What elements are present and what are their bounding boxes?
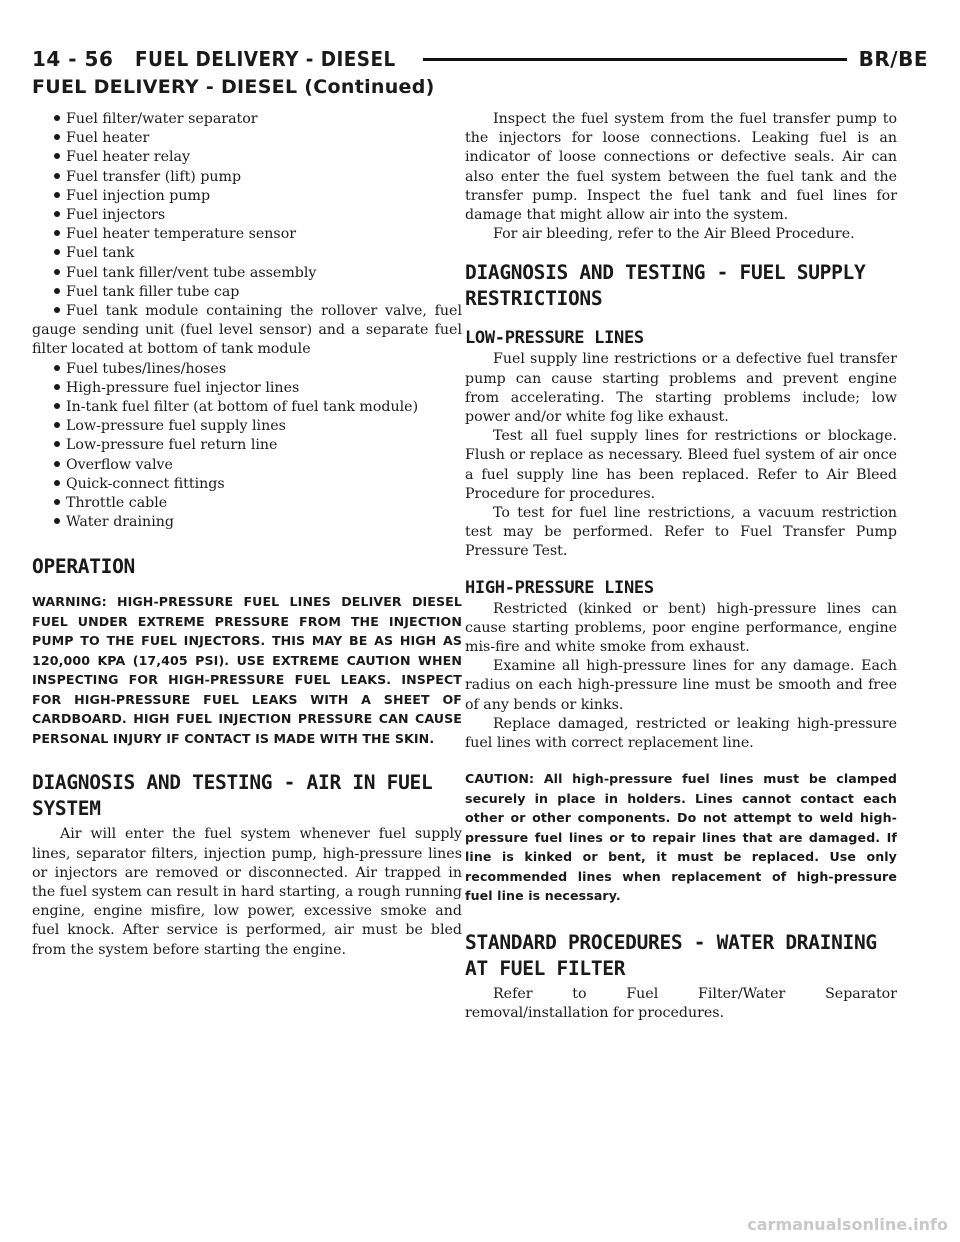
bullet-icon [54, 230, 60, 236]
bullet-icon [54, 173, 60, 179]
bullet-icon [54, 115, 60, 121]
air-in-fuel-para: For air bleeding, refer to the Air Bleed Procedure. [493, 226, 855, 243]
list-item: Quick-connect fittings [32, 475, 462, 494]
water-draining-heading: STANDARD PROCEDURES - WATER DRAINING AT FUEL FILTER [465, 930, 877, 980]
list-item: Fuel tank module containing the rollover valve, fuel gauge sending unit (fuel level sensor) and a separate fuel filter located at bottom of tank module [32, 303, 462, 358]
page-header [32, 44, 928, 74]
list-item: Fuel tank filler/vent tube assembly [32, 264, 462, 283]
bullet-icon [54, 192, 60, 198]
page-number: 14 - 56 [32, 47, 114, 71]
list-item: Fuel transfer (lift) pump [32, 168, 462, 187]
high-pressure-heading: HIGH-PRESSURE LINES [465, 577, 654, 598]
water-draining-para: Refer to Fuel Filter/Water Separator removal/installation for procedures. [465, 985, 897, 1021]
list-item: Throttle cable [32, 494, 462, 513]
high-pressure-para: Restricted (kinked or bent) high-pressure lines can cause starting problems, poor engine performance, engine mis-fire and white smoke from exhaust. [465, 600, 897, 656]
bullet-icon [54, 384, 60, 390]
right-column [465, 110, 897, 1023]
high-pressure-caution: CAUTION: All high-pressure fuel lines must be clamped securely in place in holders. Lines cannot contact each other or other components. Do not attempt to weld high-pressure fuel lines or to repair lines that are damaged. If line is kinked or bent, it must be replaced. Use only recommended lines when replacement of high-pressure fuel line is necessary. [465, 771, 897, 904]
air-in-fuel-heading: DIAGNOSIS AND TESTING - AIR IN FUEL SYSTEM [32, 771, 433, 821]
high-pressure-para: Replace damaged, restricted or leaking high-pressure fuel lines with correct replacement line. [465, 715, 897, 752]
list-item: Overflow valve [32, 456, 462, 475]
bullet-icon [54, 134, 60, 140]
list-item: Fuel heater relay [32, 148, 462, 167]
list-item: High-pressure fuel injector lines [32, 379, 462, 398]
list-item: Fuel heater [32, 129, 462, 148]
list-item: Fuel tank filler tube cap [32, 283, 462, 302]
bullet-icon [54, 461, 60, 467]
low-pressure-heading: LOW-PRESSURE LINES [465, 328, 644, 349]
left-column [32, 110, 462, 960]
bullet-icon [54, 365, 60, 371]
air-in-fuel-para: Air will enter the fuel system whenever fuel supply lines, separator filters, injection pump, high-pressure lines or injectors are removed or disconnected. Air trapped in the fuel system can result in hard starting, a rough running engine, engine misfire, low power, excessive smoke and fuel knock. After service is performed, air must be bled from the system before starting the engine. [32, 826, 462, 958]
bullet-icon [54, 269, 60, 275]
bullet-icon [54, 422, 60, 428]
low-pressure-para: Test all fuel supply lines for restrictions or blockage. Flush or replace as necessary. Bleed fuel system of air once a fuel supply line has been replaced. Refer to Air Bleed Procedure for procedures. [465, 428, 897, 502]
list-item: Low-pressure fuel supply lines [32, 417, 462, 436]
low-pressure-para: To test for fuel line restrictions, a vacuum restriction test may be performed. Refer to Fuel Transfer Pump Pressure Test. [465, 505, 897, 560]
fuel-supply-heading: DIAGNOSIS AND TESTING - FUEL SUPPLY RESTRICTIONS [465, 261, 866, 311]
header-title: FUEL DELIVERY - DIESEL [135, 47, 397, 71]
list-item: Fuel heater temperature sensor [32, 225, 462, 244]
bullet-icon [54, 499, 60, 505]
watermark: carmanualsonline.info [747, 1215, 948, 1234]
list-item: Fuel filter/water separator [32, 110, 462, 129]
bullet-icon [54, 403, 60, 409]
list-item: Fuel tank [32, 244, 462, 263]
header-model: BR/BE [858, 47, 928, 71]
bullet-icon [54, 480, 60, 486]
bullet-icon [54, 249, 60, 255]
continued-title: FUEL DELIVERY - DIESEL (Continued) [32, 76, 435, 98]
list-item: Fuel tubes/lines/hoses [32, 360, 462, 379]
bullet-icon [54, 441, 60, 447]
list-item: In-tank fuel filter (at bottom of fuel tank module) [32, 398, 462, 417]
air-in-fuel-para: Inspect the fuel system from the fuel transfer pump to the injectors for loose connections. Leaking fuel is an indicator of loose connections or defective seals. Air can also enter the fuel system between the fuel tank and the transfer pump. Inspect the fuel tank and fuel lines for damage that might allow air into the system. [465, 111, 897, 224]
bullet-icon [54, 307, 60, 313]
list-item: Low-pressure fuel return line [32, 436, 462, 455]
operation-warning: WARNING: HIGH-PRESSURE FUEL LINES DELIVER DIESEL FUEL UNDER EXTREME PRESSURE FROM THE INJECTION PUMP TO THE FUEL INJECTORS. THIS MAY BE AS HIGH AS 120,000 KPA (17,405 PSI). USE EXTREME CAUTION WHEN INSPECTING FOR HIGH-PRESSURE FUEL LEAKS. INSPECT FOR HIGH-PRESSURE FUEL LEAKS WITH A SHEET OF CARDBOARD. HIGH FUEL INJECTION PRESSURE CAN CAUSE PERSONAL INJURY IF CONTACT IS MADE WITH THE SKIN. [32, 594, 462, 746]
bullet-icon [54, 211, 60, 217]
list-item: Fuel injection pump [32, 187, 462, 206]
component-list [32, 110, 462, 532]
bullet-icon [54, 518, 60, 524]
list-item: Fuel injectors [32, 206, 462, 225]
list-item: Water draining [32, 513, 462, 532]
operation-heading: OPERATION [32, 555, 135, 579]
bullet-icon [54, 288, 60, 294]
high-pressure-para: Examine all high-pressure lines for any damage. Each radius on each high-pressure line must be smooth and free of any bends or kinks. [465, 658, 897, 713]
header-rule [423, 58, 847, 61]
low-pressure-para: Fuel supply line restrictions or a defective fuel transfer pump can cause starting problems and prevent engine from accelerating. The starting problems include; low power and/or white fog like exhaust. [465, 351, 897, 426]
bullet-icon [54, 153, 60, 159]
